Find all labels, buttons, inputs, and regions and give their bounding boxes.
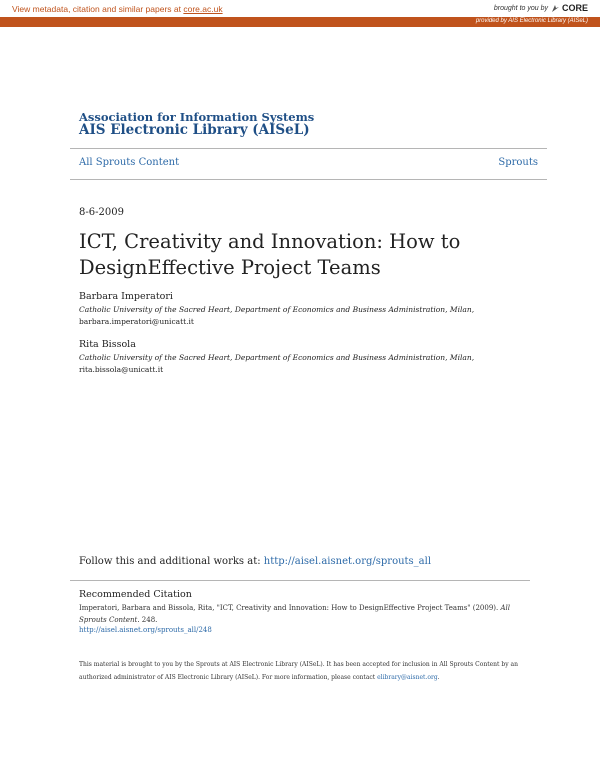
divider-top bbox=[70, 148, 547, 149]
author-affiliation bbox=[79, 352, 539, 376]
author-email: rita.bissola@unicatt.it bbox=[79, 365, 164, 374]
footer-notice bbox=[79, 659, 519, 684]
citation-text bbox=[79, 602, 529, 626]
recommended-citation-heading: Recommended Citation bbox=[79, 589, 192, 600]
core-brought-text: brought to you by bbox=[493, 4, 548, 12]
author-name: Rita Bissola bbox=[79, 339, 136, 350]
core-provided-text: provided by AIS Electronic Library (AISeL) bbox=[475, 18, 588, 24]
library-name[interactable]: AIS Electronic Library (AISeL) bbox=[79, 122, 310, 138]
core-brought-by bbox=[494, 3, 588, 13]
follow-link[interactable]: http://aisel.aisnet.org/sprouts_all bbox=[263, 556, 432, 567]
library-org-name[interactable]: Association for Information Systems bbox=[79, 110, 315, 124]
citation-number: . 248. bbox=[137, 616, 158, 624]
citation-main: Imperatori, Barbara and Bissola, Rita, "ICT, Creativity and Innovation: How to DesignEffective Project Teams" (2009). bbox=[79, 604, 499, 612]
core-logo-icon bbox=[551, 4, 560, 13]
core-link[interactable]: core.ac.uk bbox=[183, 4, 223, 14]
follow-line bbox=[79, 556, 431, 567]
divider-nav bbox=[70, 179, 547, 180]
all-sprouts-link[interactable]: All Sprouts Content bbox=[79, 157, 180, 168]
core-logo[interactable] bbox=[551, 3, 588, 13]
citation-url[interactable]: http://aisel.aisnet.org/sprouts_all/248 bbox=[79, 626, 212, 634]
author-email: barbara.imperatori@unicatt.it bbox=[79, 317, 194, 326]
follow-text: Follow this and additional works at: bbox=[79, 556, 261, 567]
paper-title: ICT, Creativity and Innovation: How to DesignEffective Project Teams bbox=[79, 230, 461, 279]
footer-end: . bbox=[437, 673, 440, 681]
divider-recommended bbox=[70, 580, 530, 581]
footer-text: This material is brought to you by the Sprouts at AIS Electronic Library (AISeL). It has been accepted for inclusion in All Sprouts Content by an authorized administrator of AIS Electronic Library (AISeL). For more information, please contact bbox=[79, 661, 518, 681]
core-banner bbox=[0, 0, 600, 17]
affiliation-text: Catholic University of the Sacred Heart, Department of Economics and Business Administration, Milan, bbox=[79, 353, 475, 362]
core-view-text: View metadata, citation and similar papers at bbox=[12, 4, 181, 14]
citation-series: All Sprouts Content bbox=[79, 604, 511, 624]
sprouts-link[interactable]: Sprouts bbox=[498, 157, 538, 168]
affiliation-text: Catholic University of the Sacred Heart, Department of Economics and Business Administration, Milan, bbox=[79, 305, 475, 314]
contact-email-link[interactable]: elibrary@aisnet.org bbox=[377, 673, 438, 681]
author-name: Barbara Imperatori bbox=[79, 291, 173, 302]
author-affiliation bbox=[79, 304, 539, 328]
core-logo-text: CORE bbox=[561, 3, 588, 13]
publication-date: 8-6-2009 bbox=[79, 207, 124, 218]
core-view-metadata bbox=[12, 4, 223, 14]
